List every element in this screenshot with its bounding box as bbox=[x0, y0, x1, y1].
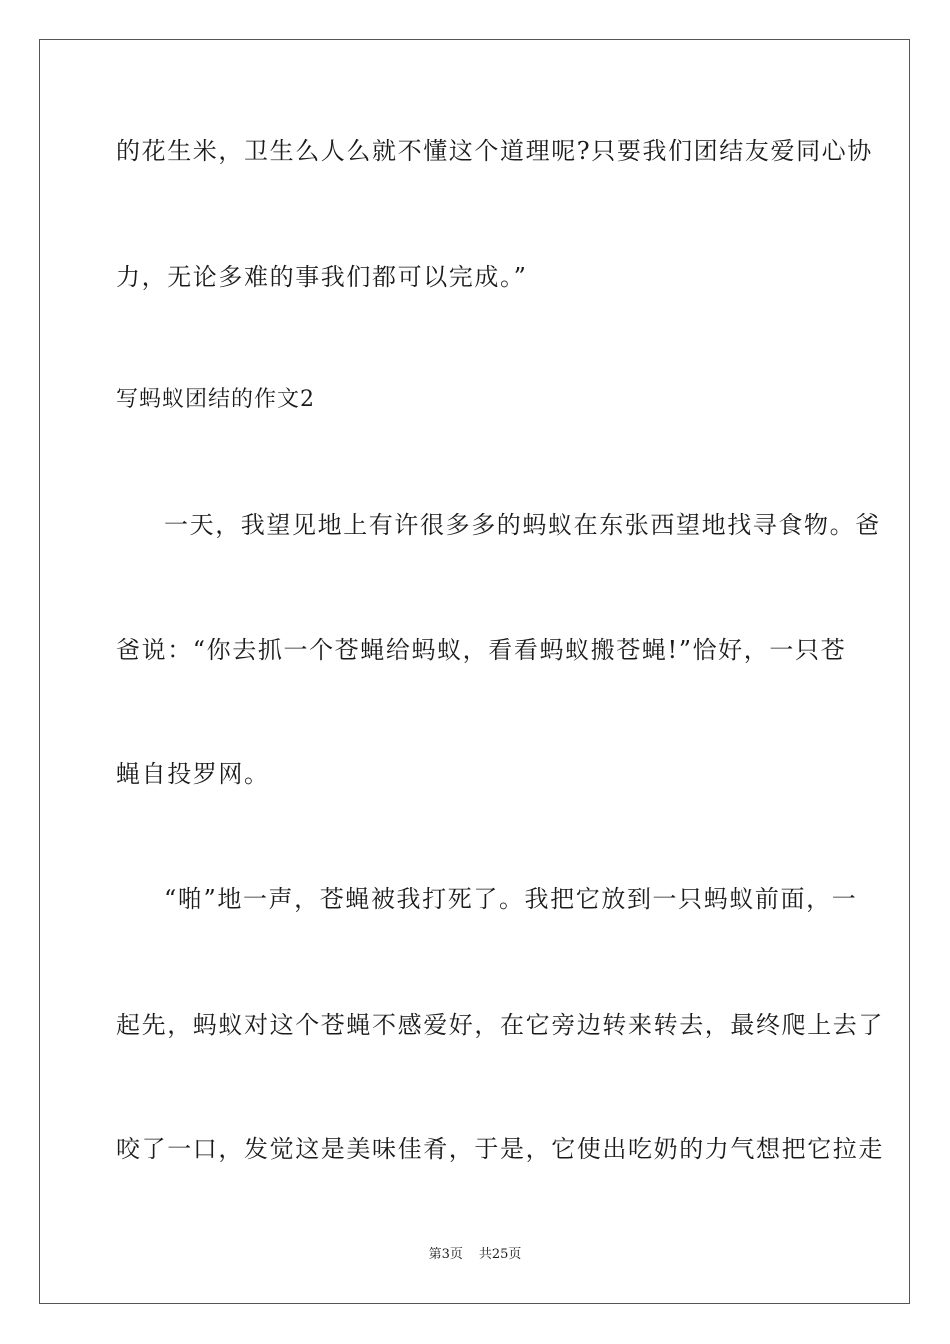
page-border bbox=[39, 39, 910, 1304]
section-heading: 写蚂蚁团结的作文2 bbox=[116, 387, 315, 412]
page-footer bbox=[0, 1246, 950, 1264]
paragraph-first-line: 一天，我望见地上有许很多多的蚂蚁在东张西望地找寻食物。爸 bbox=[164, 511, 881, 539]
page-total: 共25页 bbox=[478, 1247, 522, 1262]
page-number: 第3页 bbox=[428, 1247, 463, 1262]
text-line: 蝇自投罗网。 bbox=[116, 760, 270, 788]
text-line: 力，无论多难的事我们都可以完成。” bbox=[116, 263, 528, 291]
text-line: 爸说：“你去抓一个苍蝇给蚂蚁，看看蚂蚁搬苍蝇!”恰好，一只苍 bbox=[116, 636, 847, 664]
text-line: 的花生米，卫生么人么就不懂这个道理呢?只要我们团结友爱同心协 bbox=[116, 137, 873, 165]
text-line: 起先，蚂蚁对这个苍蝇不感爱好，在它旁边转来转去，最终爬上去了 bbox=[116, 1011, 884, 1039]
paragraph-first-line: “啪”地一声，苍蝇被我打死了。我把它放到一只蚂蚁前面，一 bbox=[164, 885, 858, 913]
text-line: 咬了一口，发觉这是美味佳肴，于是，它使出吃奶的力气想把它拉走 bbox=[116, 1135, 884, 1163]
